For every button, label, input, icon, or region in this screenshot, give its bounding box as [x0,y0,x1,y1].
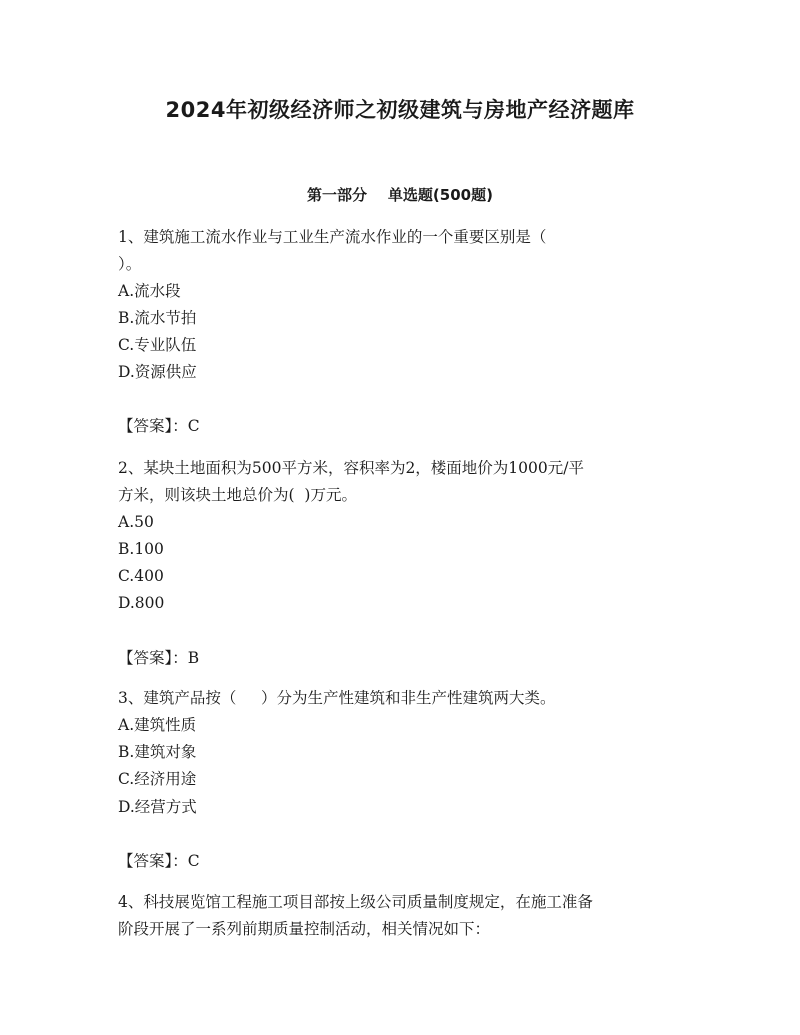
option-d: D.资源供应 [118,363,197,381]
section-title: 第一部分 单选题(500题) [307,186,493,204]
document-title: 2024年初级经济师之初级建筑与房地产经济题库 [165,98,635,122]
option-a: A.50 [118,513,154,531]
question-stem-line: 4、科技展览馆工程施工项目部按上级公司质量制度规定，在施工准备 [118,893,593,911]
option-b: B.100 [118,540,164,558]
question-stem-line: 1、建筑施工流水作业与工业生产流水作业的一个重要区别是（ [118,228,547,246]
question-stem-line: 阶段开展了一系列前期质量控制活动，相关情况如下： [118,920,491,938]
option-c: C.400 [118,567,164,585]
question-stem-line: 3、建筑产品按（ ）分为生产性建筑和非生产性建筑两大类。 [118,689,556,707]
option-d: D.经营方式 [118,798,197,816]
question-stem-line: 2、某块土地面积为500平方米，容积率为2，楼面地价为1000元/平 [118,459,584,477]
option-a: A.建筑性质 [118,716,197,734]
answer: 【答案】：C [118,852,200,870]
question-stem-line: ）。 [118,255,142,273]
option-b: B.建筑对象 [118,743,197,761]
option-c: C.经济用途 [118,770,197,788]
option-b: B.流水节拍 [118,309,197,327]
question-stem-line: 方米，则该块土地总价为( )万元。 [118,486,357,504]
option-c: C.专业队伍 [118,336,197,354]
answer: 【答案】：C [118,417,200,435]
option-a: A.流水段 [118,282,181,300]
option-d: D.800 [118,594,165,612]
answer: 【答案】：B [118,649,200,667]
